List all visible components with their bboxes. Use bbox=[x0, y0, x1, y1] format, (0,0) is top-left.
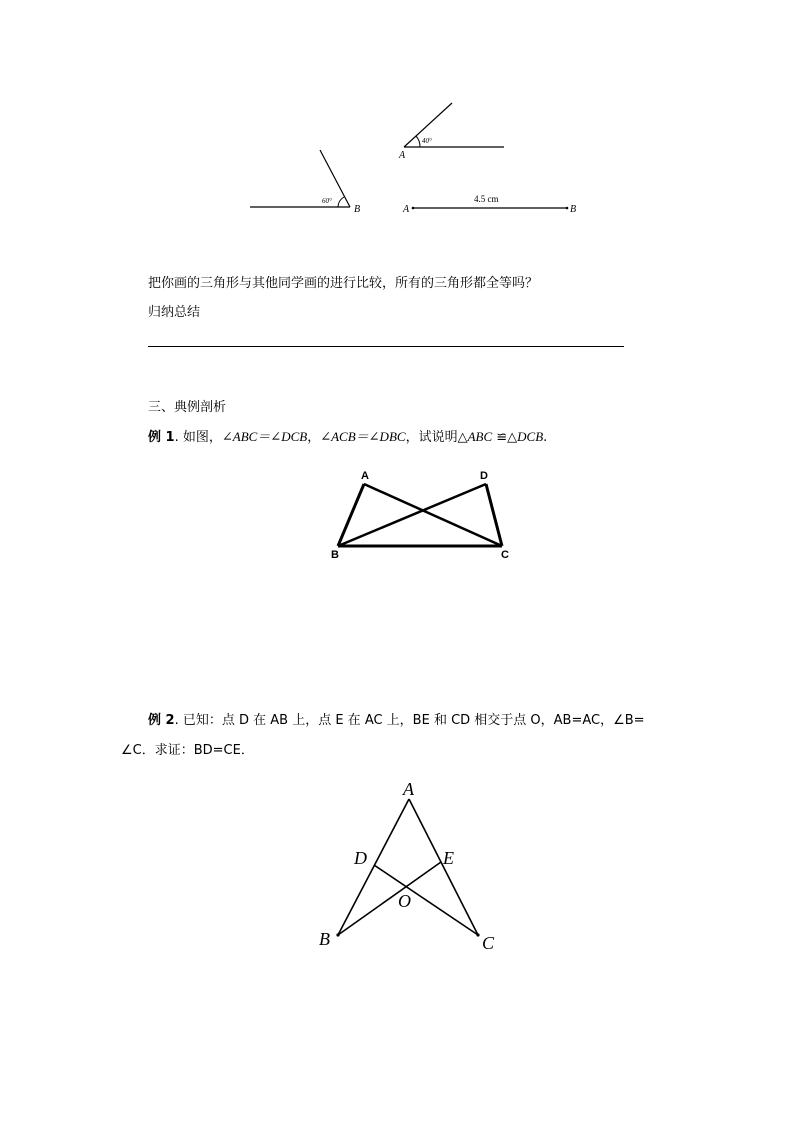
segment-start-label: A bbox=[403, 204, 410, 215]
ex2-label-d: D bbox=[354, 848, 367, 868]
example-1-end: . bbox=[543, 430, 548, 445]
example-1-congruent-sign: ≌ bbox=[492, 430, 508, 445]
example-1-comma: ， bbox=[307, 430, 321, 445]
example-1-condition-1: ∠ABC＝∠DCB bbox=[221, 429, 308, 444]
ex2-label-e: E bbox=[443, 848, 454, 868]
ex2-segment-cd bbox=[374, 865, 478, 935]
summary-heading: 归纳总结 bbox=[148, 305, 201, 320]
example-2-line-2: ∠C．求证：BD=CE． bbox=[121, 743, 254, 758]
angle-a-value: 40° bbox=[422, 137, 432, 145]
ex1-label-d: D bbox=[480, 470, 488, 482]
example-2-text-1: 已知：点 D 在 AB 上，点 E 在 AC 上，BE 和 CD 相交于点 O，AB=AC，∠B= bbox=[178, 713, 645, 728]
ex2-point-b bbox=[336, 933, 339, 936]
example-2-sep: . bbox=[174, 713, 179, 728]
ex2-point-c bbox=[476, 933, 479, 936]
angle-b-value: 60° bbox=[322, 197, 332, 205]
example-1-mid: ，试说明 bbox=[405, 430, 458, 445]
ex2-label-b: B bbox=[319, 929, 330, 949]
example-1-label: 例 1 bbox=[148, 430, 175, 445]
ex2-segment-be bbox=[338, 862, 441, 935]
example-2-label: 例 2 bbox=[148, 713, 175, 728]
example-1-sep: . bbox=[174, 430, 179, 445]
ex1-label-b: B bbox=[331, 549, 339, 561]
ex1-label-a: A bbox=[361, 470, 369, 482]
comparison-question: 把你画的三角形与其他同学画的进行比较，所有的三角形都全等吗？ bbox=[148, 276, 539, 291]
example-1-triangle-2: △DCB bbox=[507, 429, 544, 444]
ex2-label-c: C bbox=[482, 933, 495, 953]
ex2-label-a: A bbox=[403, 779, 414, 799]
ex2-segment-ab bbox=[338, 799, 409, 935]
ex2-label-o: O bbox=[398, 891, 411, 911]
section-heading: 三、典例剖析 bbox=[148, 400, 227, 415]
ex1-label-c: C bbox=[501, 549, 509, 561]
example-1-condition-2: ∠ACB＝∠DBC bbox=[320, 429, 406, 444]
angle-a-vertex-label: A bbox=[399, 150, 406, 161]
segment-length: 4.5 cm bbox=[474, 194, 499, 204]
example-1-triangle-1: △ABC bbox=[457, 429, 493, 444]
segment-end-label: B bbox=[570, 204, 577, 215]
example-1-prefix: 如图， bbox=[178, 430, 222, 445]
angle-b-vertex-label: B bbox=[354, 204, 361, 215]
